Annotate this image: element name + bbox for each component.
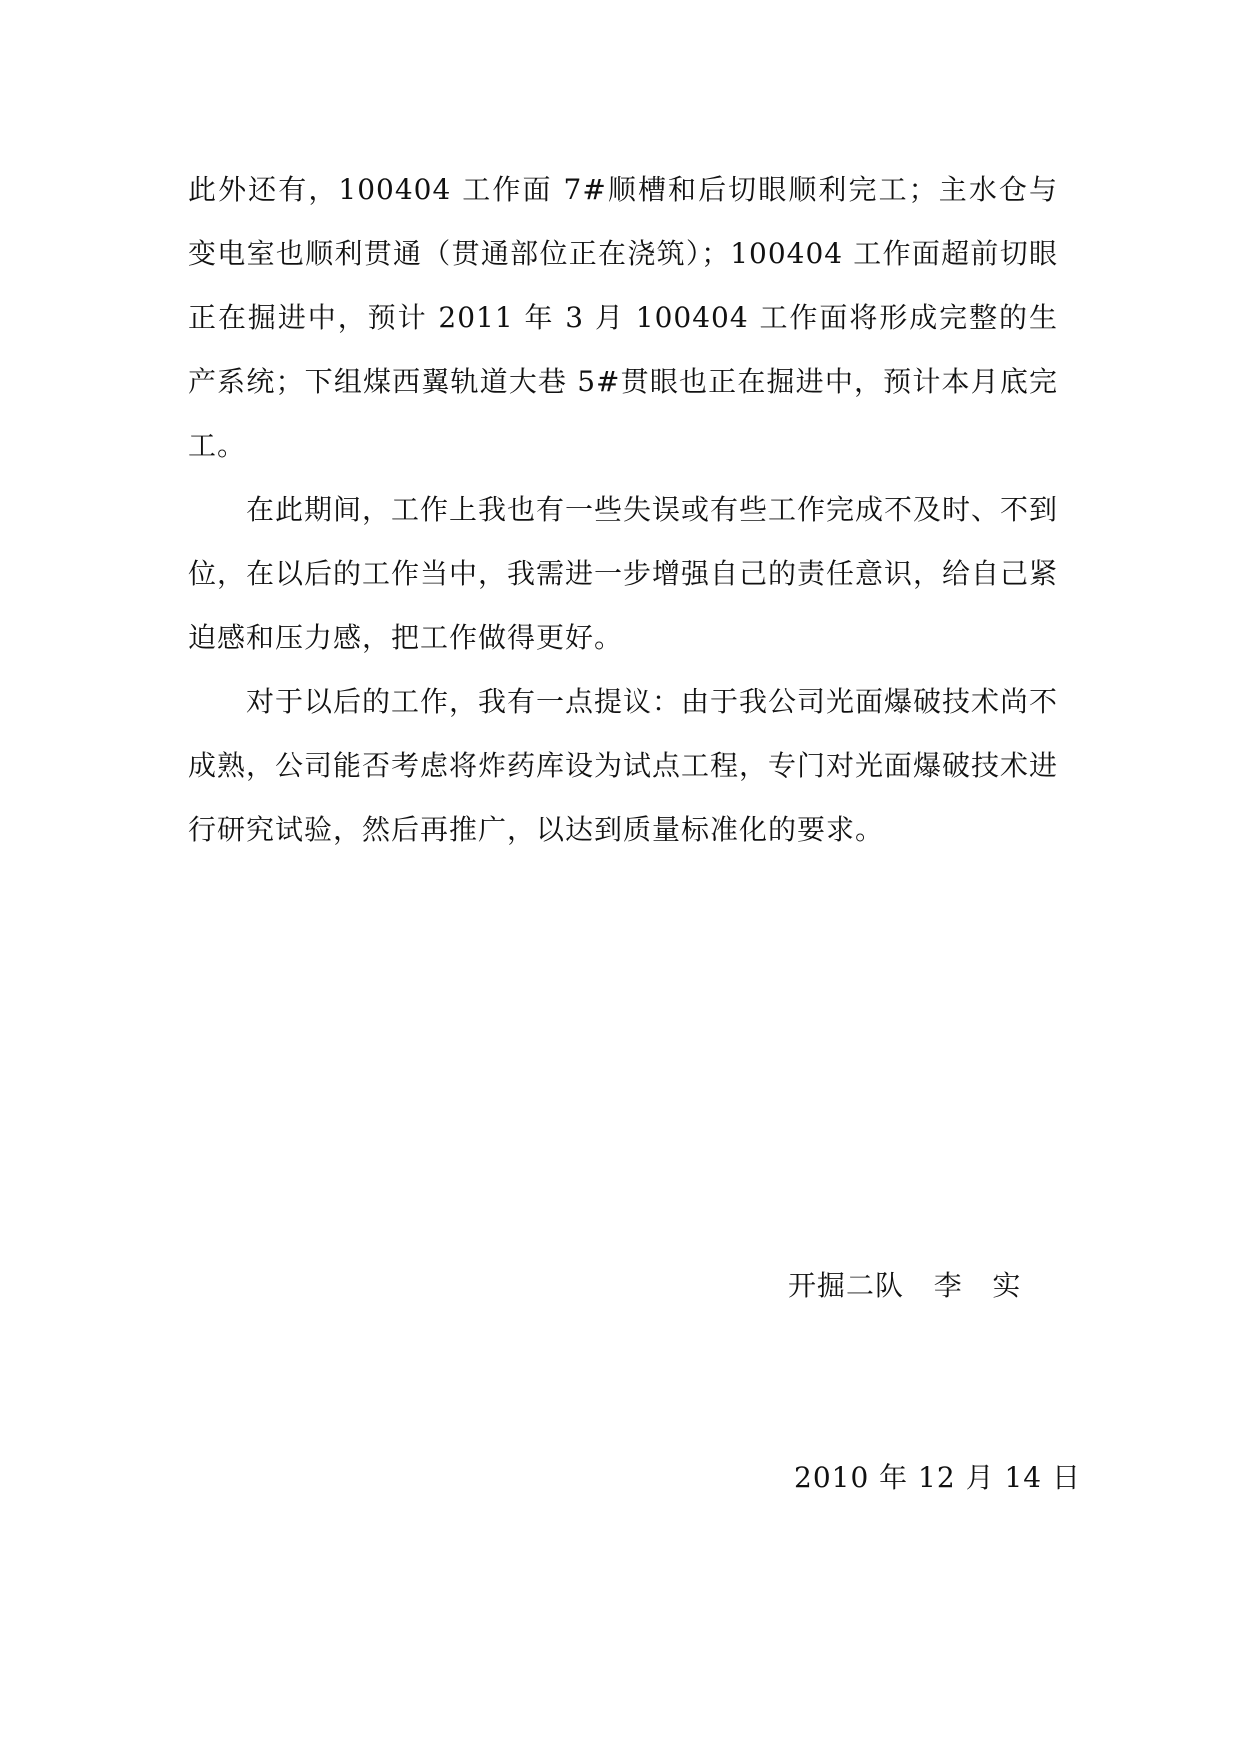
paragraph-self-review: 在此期间，工作上我也有一些失误或有些工作完成不及时、不到位，在以后的工作当中，我需进一步增强自己的责任意识，给自己紧迫感和压力感，把工作做得更好。	[188, 493, 1059, 654]
signature-name: 开掘二队 李 实	[788, 1269, 1022, 1302]
document-body	[188, 158, 1058, 862]
paragraph-suggestion: 对于以后的工作，我有一点提议：由于我公司光面爆破技术尚不成熟，公司能否考虑将炸药库设为试点工程，专门对光面爆破技术进行研究试验，然后再推广，以达到质量标准化的要求。	[188, 685, 1059, 846]
paragraph-progress: 此外还有，100404 工作面 7#顺槽和后切眼顺利完工；主水仓与变电室也顺利贯通（贯通部位正在浇筑）；100404 工作面超前切眼正在掘进中，预计 2011 年 3 月 100404 工作面将形成完整的生产系统；下组煤西翼轨道大巷 5#贯眼也正在掘进中，预计本月底完工。	[188, 173, 1058, 462]
signature-date: 2010 年 12 月 14 日	[794, 1461, 1082, 1494]
signature-block	[788, 1126, 1088, 1638]
